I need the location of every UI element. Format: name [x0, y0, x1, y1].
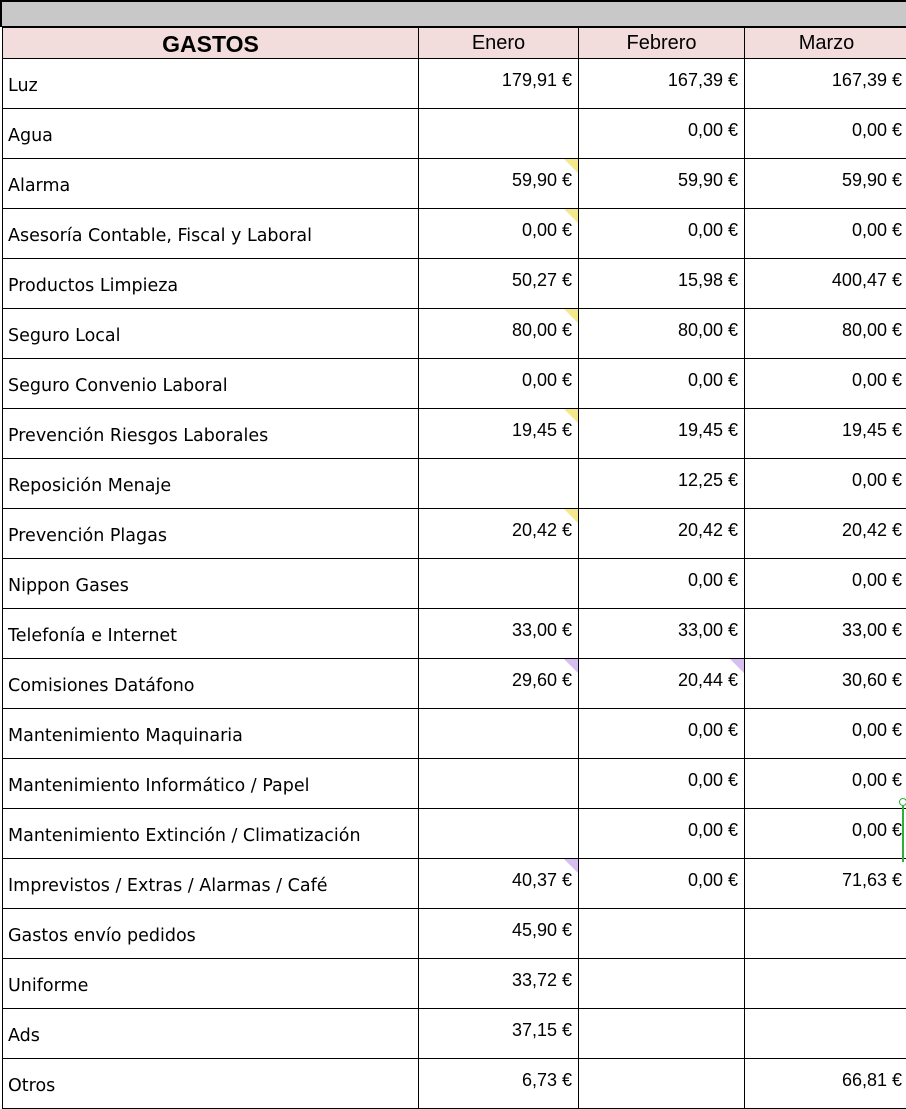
amount-value: 0,00 € [688, 720, 738, 740]
amount-value: 0,00 € [688, 820, 738, 840]
expense-label-cell[interactable]: Ads [3, 1009, 419, 1059]
amount-value: 0,00 € [522, 370, 572, 390]
amount-cell-enero[interactable] [419, 59, 579, 109]
amount-cell-enero[interactable] [419, 159, 579, 209]
amount-cell-febrero[interactable] [579, 759, 745, 809]
amount-value: 50,27 € [512, 270, 572, 290]
amount-cell-marzo[interactable] [745, 209, 906, 259]
amount-cell-marzo[interactable] [745, 109, 906, 159]
amount-value: 40,37 € [512, 870, 572, 890]
amount-cell-febrero[interactable] [579, 359, 745, 409]
amount-cell-febrero[interactable] [579, 959, 745, 1009]
amount-value: 0,00 € [852, 570, 902, 590]
amount-cell-marzo[interactable] [745, 409, 906, 459]
amount-value: 33,00 € [678, 620, 738, 640]
expense-label-cell[interactable]: Comisiones Datáfono [3, 659, 419, 709]
amount-cell-febrero[interactable] [579, 509, 745, 559]
month-header-febrero[interactable]: Febrero [579, 28, 745, 59]
amount-cell-enero[interactable] [419, 559, 579, 609]
amount-value: 20,42 € [678, 520, 738, 540]
expense-label-cell[interactable]: Alarma [3, 159, 419, 209]
month-header-marzo[interactable]: Marzo [745, 28, 906, 59]
amount-cell-febrero[interactable] [579, 809, 745, 859]
expense-label-cell[interactable]: Otros [3, 1059, 419, 1109]
amount-cell-marzo[interactable] [745, 259, 906, 309]
amount-value: 20,42 € [842, 520, 902, 540]
table-row [3, 159, 906, 209]
table-row [3, 1059, 906, 1109]
amount-cell-marzo[interactable] [745, 709, 906, 759]
amount-value: 0,00 € [852, 720, 902, 740]
amount-cell-enero[interactable] [419, 359, 579, 409]
expense-label-cell[interactable]: Asesoría Contable, Fiscal y Laboral [3, 209, 419, 259]
expense-label-cell[interactable]: Luz [3, 59, 419, 109]
amount-value: 0,00 € [852, 370, 902, 390]
amount-value: 19,45 € [842, 420, 902, 440]
amount-value: 0,00 € [688, 870, 738, 890]
amount-cell-febrero[interactable] [579, 859, 745, 909]
amount-cell-febrero[interactable] [579, 409, 745, 459]
expense-label-cell[interactable]: Uniforme [3, 959, 419, 1009]
amount-cell-febrero[interactable] [579, 1009, 745, 1059]
month-header-enero[interactable]: Enero [419, 28, 579, 59]
expense-label-cell[interactable]: Prevención Riesgos Laborales [3, 409, 419, 459]
amount-cell-marzo[interactable] [745, 559, 906, 609]
amount-value: 80,00 € [678, 320, 738, 340]
amount-value: 80,00 € [842, 320, 902, 340]
table-row [3, 759, 906, 809]
amount-value: 0,00 € [852, 770, 902, 790]
selection-handle[interactable] [899, 798, 906, 806]
amount-value: 37,15 € [512, 1020, 572, 1040]
amount-value: 0,00 € [852, 220, 902, 240]
amount-cell-febrero[interactable] [579, 609, 745, 659]
expense-label-cell[interactable]: Seguro Local [3, 309, 419, 359]
amount-value: 12,25 € [678, 470, 738, 490]
amount-value: 0,00 € [852, 470, 902, 490]
amount-cell-enero[interactable] [419, 759, 579, 809]
expenses-table [2, 27, 906, 1109]
amount-cell-marzo[interactable] [745, 159, 906, 209]
amount-cell-marzo[interactable] [745, 659, 906, 709]
amount-cell-enero[interactable] [419, 1059, 579, 1109]
expense-label-cell[interactable]: Imprevistos / Extras / Alarmas / Café [3, 859, 419, 909]
amount-cell-enero[interactable] [419, 959, 579, 1009]
amount-value: 33,00 € [512, 620, 572, 640]
amount-value: 29,60 € [512, 670, 572, 690]
amount-value: 66,81 € [842, 1070, 902, 1090]
comment-indicator-icon[interactable] [564, 509, 578, 523]
amount-value: 33,72 € [512, 970, 572, 990]
amount-cell-enero[interactable] [419, 509, 579, 559]
amount-cell-enero[interactable] [419, 309, 579, 359]
expense-label-cell[interactable]: Mantenimiento Extinción / Climatización [3, 809, 419, 859]
table-row [3, 959, 906, 1009]
expense-label-cell[interactable]: Telefonía e Internet [3, 609, 419, 659]
amount-value: 0,00 € [688, 220, 738, 240]
amount-cell-marzo[interactable] [745, 509, 906, 559]
amount-cell-marzo[interactable] [745, 309, 906, 359]
amount-value: 400,47 € [832, 270, 902, 290]
table-row [3, 909, 906, 959]
amount-cell-marzo[interactable] [745, 609, 906, 659]
amount-cell-febrero[interactable] [579, 59, 745, 109]
amount-cell-enero[interactable] [419, 909, 579, 959]
table-row [3, 109, 906, 159]
amount-value: 167,39 € [668, 70, 738, 90]
amount-cell-marzo[interactable] [745, 809, 906, 859]
selection-border [902, 806, 904, 862]
amount-value: 19,45 € [512, 420, 572, 440]
amount-value: 179,91 € [502, 70, 572, 90]
table-row [3, 659, 906, 709]
amount-value: 167,39 € [832, 70, 902, 90]
table-row [3, 459, 906, 509]
amount-value: 80,00 € [512, 320, 572, 340]
amount-cell-marzo[interactable] [745, 359, 906, 409]
table-body [3, 59, 906, 1109]
expense-label-cell[interactable]: Gastos envío pedidos [3, 909, 419, 959]
amount-value: 0,00 € [688, 370, 738, 390]
table-row [3, 809, 906, 859]
amount-cell-febrero[interactable] [579, 559, 745, 609]
expense-label-cell[interactable]: Mantenimiento Maquinaria [3, 709, 419, 759]
amount-value: 0,00 € [688, 770, 738, 790]
amount-cell-febrero[interactable] [579, 659, 745, 709]
header-row [3, 28, 906, 59]
comment-indicator-icon[interactable] [564, 209, 578, 223]
amount-value: 19,45 € [678, 420, 738, 440]
table-row [3, 359, 906, 409]
comment-indicator-icon[interactable] [564, 859, 578, 873]
amount-value: 59,90 € [842, 170, 902, 190]
amount-cell-enero[interactable] [419, 409, 579, 459]
amount-cell-febrero[interactable] [579, 159, 745, 209]
table-row [3, 309, 906, 359]
table-row [3, 409, 906, 459]
amount-value: 0,00 € [522, 220, 572, 240]
amount-value: 0,00 € [688, 120, 738, 140]
amount-value: 15,98 € [678, 270, 738, 290]
amount-value: 59,90 € [678, 170, 738, 190]
amount-cell-enero[interactable] [419, 1009, 579, 1059]
comment-indicator-icon[interactable] [564, 159, 578, 173]
amount-cell-enero[interactable] [419, 209, 579, 259]
amount-value: 0,00 € [688, 570, 738, 590]
amount-cell-marzo[interactable] [745, 1059, 906, 1109]
amount-cell-marzo[interactable] [745, 1009, 906, 1059]
amount-value: 0,00 € [852, 120, 902, 140]
amount-value: 0,00 € [852, 820, 902, 840]
amount-value: 45,90 € [512, 920, 572, 940]
amount-cell-marzo[interactable] [745, 909, 906, 959]
amount-cell-enero[interactable] [419, 459, 579, 509]
table-row [3, 609, 906, 659]
amount-value: 59,90 € [512, 170, 572, 190]
amount-cell-enero[interactable] [419, 859, 579, 909]
amount-cell-febrero[interactable] [579, 209, 745, 259]
amount-cell-febrero[interactable] [579, 109, 745, 159]
expense-label-cell[interactable]: Prevención Plagas [3, 509, 419, 559]
amount-value: 33,00 € [842, 620, 902, 640]
amount-cell-febrero[interactable] [579, 709, 745, 759]
amount-cell-enero[interactable] [419, 109, 579, 159]
expense-label-cell[interactable]: Nippon Gases [3, 559, 419, 609]
amount-cell-febrero[interactable] [579, 909, 745, 959]
amount-cell-febrero[interactable] [579, 459, 745, 509]
amount-value: 20,42 € [512, 520, 572, 540]
comment-indicator-icon[interactable] [564, 659, 578, 673]
table-row [3, 259, 906, 309]
expense-label-cell[interactable]: Seguro Convenio Laboral [3, 359, 419, 409]
table-row [3, 709, 906, 759]
comment-indicator-icon[interactable] [564, 409, 578, 423]
comment-indicator-icon[interactable] [564, 309, 578, 323]
table-title[interactable]: GASTOS [3, 28, 419, 59]
amount-cell-marzo[interactable] [745, 59, 906, 109]
amount-cell-enero[interactable] [419, 659, 579, 709]
amount-value: 20,44 € [678, 670, 738, 690]
amount-value: 6,73 € [522, 1070, 572, 1090]
table-row [3, 209, 906, 259]
column-header-bar [0, 0, 906, 27]
comment-indicator-icon[interactable] [730, 659, 744, 673]
expense-label-cell[interactable]: Mantenimiento Informático / Papel [3, 759, 419, 809]
amount-cell-enero[interactable] [419, 809, 579, 859]
amount-cell-marzo[interactable] [745, 459, 906, 509]
amount-cell-marzo[interactable] [745, 959, 906, 1009]
expense-label-cell[interactable]: Productos Limpieza [3, 259, 419, 309]
expense-label-cell[interactable]: Reposición Menaje [3, 459, 419, 509]
amount-cell-enero[interactable] [419, 259, 579, 309]
amount-cell-febrero[interactable] [579, 309, 745, 359]
expense-label-cell[interactable]: Agua [3, 109, 419, 159]
amount-cell-enero[interactable] [419, 709, 579, 759]
table-row [3, 1009, 906, 1059]
amount-cell-enero[interactable] [419, 609, 579, 659]
amount-cell-marzo[interactable] [745, 859, 906, 909]
table-row [3, 59, 906, 109]
amount-value: 71,63 € [842, 870, 902, 890]
amount-cell-febrero[interactable] [579, 259, 745, 309]
table-row [3, 559, 906, 609]
table-row [3, 859, 906, 909]
amount-cell-febrero[interactable] [579, 1059, 745, 1109]
amount-value: 30,60 € [842, 670, 902, 690]
amount-cell-marzo[interactable] [745, 759, 906, 809]
table-row [3, 509, 906, 559]
